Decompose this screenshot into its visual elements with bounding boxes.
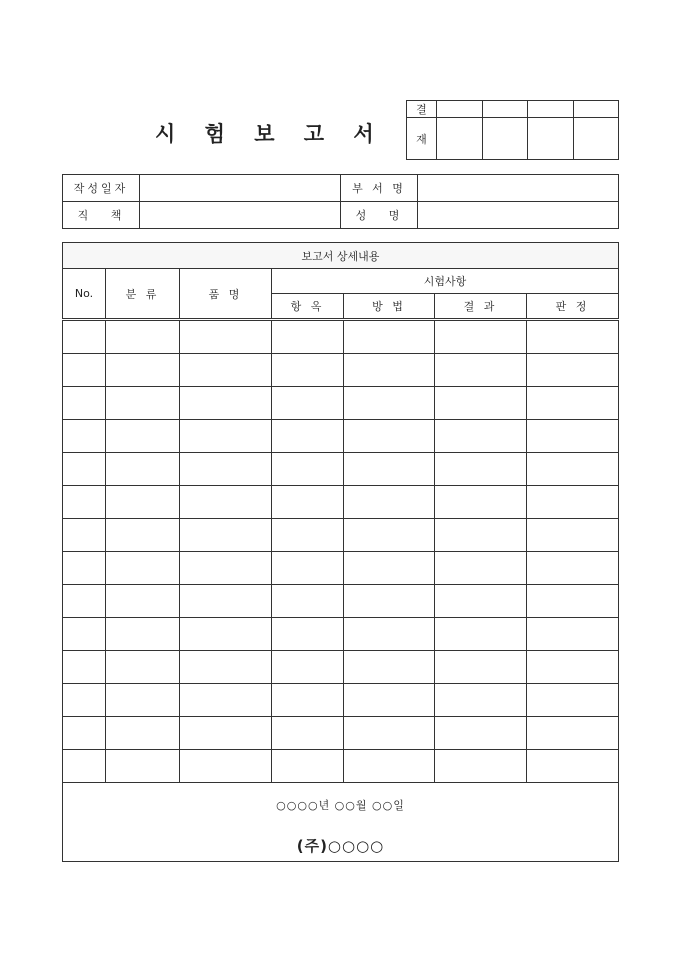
cell-item[interactable] xyxy=(272,354,344,387)
table-row xyxy=(63,486,619,519)
cell-result[interactable] xyxy=(435,651,527,684)
col-header-item: 항 옥 xyxy=(272,294,344,320)
cell-no[interactable] xyxy=(63,387,106,420)
cell-judgment[interactable] xyxy=(527,519,619,552)
cell-category[interactable] xyxy=(106,651,180,684)
footer-company: (주)○○○○ xyxy=(296,837,385,855)
cell-category[interactable] xyxy=(106,420,180,453)
cell-product[interactable] xyxy=(180,552,272,585)
cell-no[interactable] xyxy=(63,717,106,750)
cell-judgment[interactable] xyxy=(527,552,619,585)
approval-sign-cell[interactable] xyxy=(482,118,528,160)
table-row xyxy=(63,750,619,783)
col-header-product: 품 명 xyxy=(180,269,272,320)
cell-product[interactable] xyxy=(180,684,272,717)
table-row xyxy=(63,420,619,453)
table-row xyxy=(63,387,619,420)
cell-category[interactable] xyxy=(106,585,180,618)
cell-judgment[interactable] xyxy=(527,717,619,750)
cell-method[interactable] xyxy=(344,651,435,684)
cell-method[interactable] xyxy=(344,387,435,420)
cell-result[interactable] xyxy=(435,420,527,453)
cell-method[interactable] xyxy=(344,585,435,618)
cell-product[interactable] xyxy=(180,420,272,453)
cell-no[interactable] xyxy=(63,750,106,783)
cell-result[interactable] xyxy=(435,354,527,387)
cell-item[interactable] xyxy=(272,552,344,585)
cell-category[interactable] xyxy=(106,387,180,420)
cell-judgment[interactable] xyxy=(527,684,619,717)
cell-product[interactable] xyxy=(180,354,272,387)
col-header-judgment: 판 정 xyxy=(527,294,619,320)
table-row xyxy=(63,320,619,354)
approval-sign-cell[interactable] xyxy=(437,118,483,160)
name-label: 성 명 xyxy=(341,202,418,229)
approval-head-cell[interactable] xyxy=(482,101,528,118)
cell-item[interactable] xyxy=(272,453,344,486)
cell-result[interactable] xyxy=(435,585,527,618)
cell-category[interactable] xyxy=(106,354,180,387)
report-table xyxy=(62,242,619,862)
cell-result[interactable] xyxy=(435,486,527,519)
cell-item[interactable] xyxy=(272,750,344,783)
cell-method[interactable] xyxy=(344,354,435,387)
cell-no[interactable] xyxy=(63,585,106,618)
info-table xyxy=(62,174,619,229)
cell-method[interactable] xyxy=(344,750,435,783)
cell-item[interactable] xyxy=(272,684,344,717)
cell-no[interactable] xyxy=(63,552,106,585)
approval-head-cell[interactable] xyxy=(528,101,574,118)
cell-category[interactable] xyxy=(106,618,180,651)
cell-judgment[interactable] xyxy=(527,354,619,387)
table-row xyxy=(63,519,619,552)
table-row xyxy=(63,651,619,684)
cell-category[interactable] xyxy=(106,552,180,585)
cell-item[interactable] xyxy=(272,486,344,519)
cell-product[interactable] xyxy=(180,585,272,618)
cell-product[interactable] xyxy=(180,651,272,684)
cell-category[interactable] xyxy=(106,717,180,750)
footer-date[interactable]: ○○○○년 ○○월 ○○일 xyxy=(276,799,405,812)
cell-method[interactable] xyxy=(344,486,435,519)
cell-judgment[interactable] xyxy=(527,618,619,651)
table-row xyxy=(63,354,619,387)
cell-product[interactable] xyxy=(180,387,272,420)
cell-result[interactable] xyxy=(435,453,527,486)
cell-judgment[interactable] xyxy=(527,651,619,684)
cell-category[interactable] xyxy=(106,519,180,552)
cell-method[interactable] xyxy=(344,552,435,585)
cell-item[interactable] xyxy=(272,585,344,618)
cell-method[interactable] xyxy=(344,420,435,453)
approval-sign-cell[interactable] xyxy=(528,118,574,160)
cell-method[interactable] xyxy=(344,453,435,486)
cell-item[interactable] xyxy=(272,651,344,684)
cell-no[interactable] xyxy=(63,651,106,684)
cell-category[interactable] xyxy=(106,320,180,354)
cell-judgment[interactable] xyxy=(527,320,619,354)
cell-no[interactable] xyxy=(63,684,106,717)
table-row xyxy=(63,552,619,585)
cell-no[interactable] xyxy=(63,320,106,354)
document-title: 시 험 보 고 서 xyxy=(155,122,385,146)
cell-category[interactable] xyxy=(106,750,180,783)
cell-method[interactable] xyxy=(344,320,435,354)
cell-result[interactable] xyxy=(435,750,527,783)
date-label: 작성일자 xyxy=(63,175,140,202)
cell-judgment[interactable] xyxy=(527,750,619,783)
col-header-no: No. xyxy=(63,269,106,320)
cell-result[interactable] xyxy=(435,519,527,552)
approval-label-bottom: 재 xyxy=(407,118,437,160)
dept-field[interactable] xyxy=(418,175,619,202)
cell-item[interactable] xyxy=(272,320,344,354)
cell-judgment[interactable] xyxy=(527,585,619,618)
cell-product[interactable] xyxy=(180,453,272,486)
col-header-category: 분 류 xyxy=(106,269,180,320)
cell-no[interactable] xyxy=(63,519,106,552)
cell-result[interactable] xyxy=(435,717,527,750)
name-field[interactable] xyxy=(418,202,619,229)
cell-no[interactable] xyxy=(63,354,106,387)
approval-head-cell[interactable] xyxy=(437,101,483,118)
section-title: 보고서 상세내용 xyxy=(63,243,619,269)
cell-product[interactable] xyxy=(180,320,272,354)
cell-category[interactable] xyxy=(106,453,180,486)
cell-result[interactable] xyxy=(435,618,527,651)
approval-head-cell[interactable] xyxy=(573,101,619,118)
cell-result[interactable] xyxy=(435,320,527,354)
cell-result[interactable] xyxy=(435,552,527,585)
cell-item[interactable] xyxy=(272,618,344,651)
table-row xyxy=(63,684,619,717)
cell-product[interactable] xyxy=(180,717,272,750)
date-field[interactable] xyxy=(140,175,341,202)
cell-method[interactable] xyxy=(344,717,435,750)
cell-no[interactable] xyxy=(63,453,106,486)
cell-item[interactable] xyxy=(272,519,344,552)
table-row xyxy=(63,453,619,486)
position-field[interactable] xyxy=(140,202,341,229)
cell-method[interactable] xyxy=(344,618,435,651)
footer-cell xyxy=(63,783,619,862)
table-row xyxy=(63,618,619,651)
cell-product[interactable] xyxy=(180,519,272,552)
approval-box xyxy=(406,100,619,160)
col-header-result: 결 과 xyxy=(435,294,527,320)
cell-product[interactable] xyxy=(180,618,272,651)
cell-result[interactable] xyxy=(435,387,527,420)
cell-item[interactable] xyxy=(272,717,344,750)
cell-product[interactable] xyxy=(180,750,272,783)
cell-method[interactable] xyxy=(344,684,435,717)
col-header-method: 방 법 xyxy=(344,294,435,320)
dept-label: 부 서 명 xyxy=(341,175,418,202)
approval-label-top: 결 xyxy=(407,101,437,118)
cell-item[interactable] xyxy=(272,387,344,420)
cell-result[interactable] xyxy=(435,684,527,717)
cell-judgment[interactable] xyxy=(527,453,619,486)
cell-judgment[interactable] xyxy=(527,486,619,519)
cell-category[interactable] xyxy=(106,486,180,519)
cell-judgment[interactable] xyxy=(527,420,619,453)
position-label: 직 책 xyxy=(63,202,140,229)
test-group-header: 시험사항 xyxy=(272,269,619,294)
cell-product[interactable] xyxy=(180,486,272,519)
table-row xyxy=(63,717,619,750)
cell-no[interactable] xyxy=(63,486,106,519)
table-row xyxy=(63,585,619,618)
cell-no[interactable] xyxy=(63,420,106,453)
cell-method[interactable] xyxy=(344,519,435,552)
cell-category[interactable] xyxy=(106,684,180,717)
approval-sign-cell[interactable] xyxy=(573,118,619,160)
cell-item[interactable] xyxy=(272,420,344,453)
cell-judgment[interactable] xyxy=(527,387,619,420)
cell-no[interactable] xyxy=(63,618,106,651)
